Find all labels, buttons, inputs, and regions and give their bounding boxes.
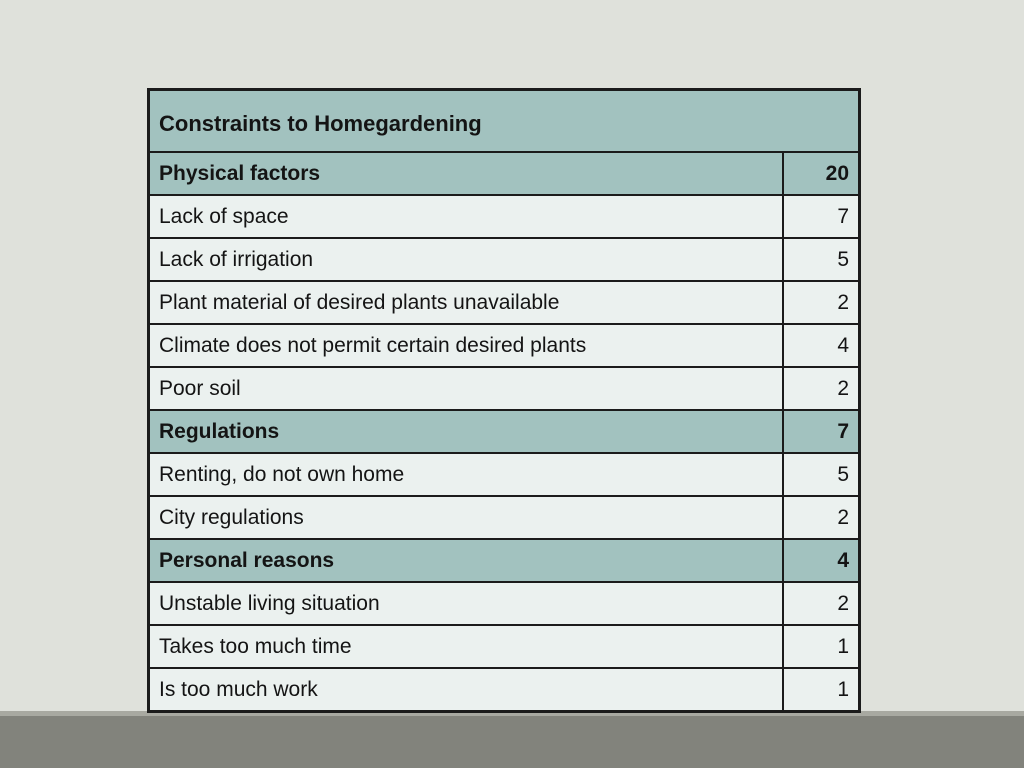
group-header-row xyxy=(149,152,860,195)
row-label: Renting, do not own home xyxy=(149,453,783,496)
row-label: Regulations xyxy=(149,410,783,453)
row-label: Plant material of desired plants unavailable xyxy=(149,281,783,324)
row-value: 1 xyxy=(783,625,860,668)
table-title: Constraints to Homegardening xyxy=(149,90,860,153)
row-value: 2 xyxy=(783,496,860,539)
row-value: 5 xyxy=(783,238,860,281)
table-row xyxy=(149,453,860,496)
row-value: 2 xyxy=(783,582,860,625)
table-row xyxy=(149,324,860,367)
footer-bar xyxy=(0,711,1024,768)
row-label: Climate does not permit certain desired plants xyxy=(149,324,783,367)
group-header-row xyxy=(149,410,860,453)
row-value: 2 xyxy=(783,281,860,324)
table-row xyxy=(149,625,860,668)
table-row xyxy=(149,582,860,625)
row-value: 4 xyxy=(783,324,860,367)
table-row xyxy=(149,281,860,324)
row-label: Takes too much time xyxy=(149,625,783,668)
table-row xyxy=(149,496,860,539)
table-row xyxy=(149,668,860,712)
row-label: Unstable living situation xyxy=(149,582,783,625)
constraints-table xyxy=(147,88,861,713)
row-label: Personal reasons xyxy=(149,539,783,582)
row-value: 7 xyxy=(783,195,860,238)
row-label: Physical factors xyxy=(149,152,783,195)
table-row xyxy=(149,238,860,281)
row-label: Is too much work xyxy=(149,668,783,712)
row-value: 2 xyxy=(783,367,860,410)
table-row xyxy=(149,195,860,238)
row-value: 1 xyxy=(783,668,860,712)
group-header-row xyxy=(149,539,860,582)
row-label: Lack of irrigation xyxy=(149,238,783,281)
row-value: 20 xyxy=(783,152,860,195)
table-title-row xyxy=(149,90,860,153)
row-label: Lack of space xyxy=(149,195,783,238)
row-value: 4 xyxy=(783,539,860,582)
table-row xyxy=(149,367,860,410)
row-label: Poor soil xyxy=(149,367,783,410)
row-value: 5 xyxy=(783,453,860,496)
row-value: 7 xyxy=(783,410,860,453)
row-label: City regulations xyxy=(149,496,783,539)
